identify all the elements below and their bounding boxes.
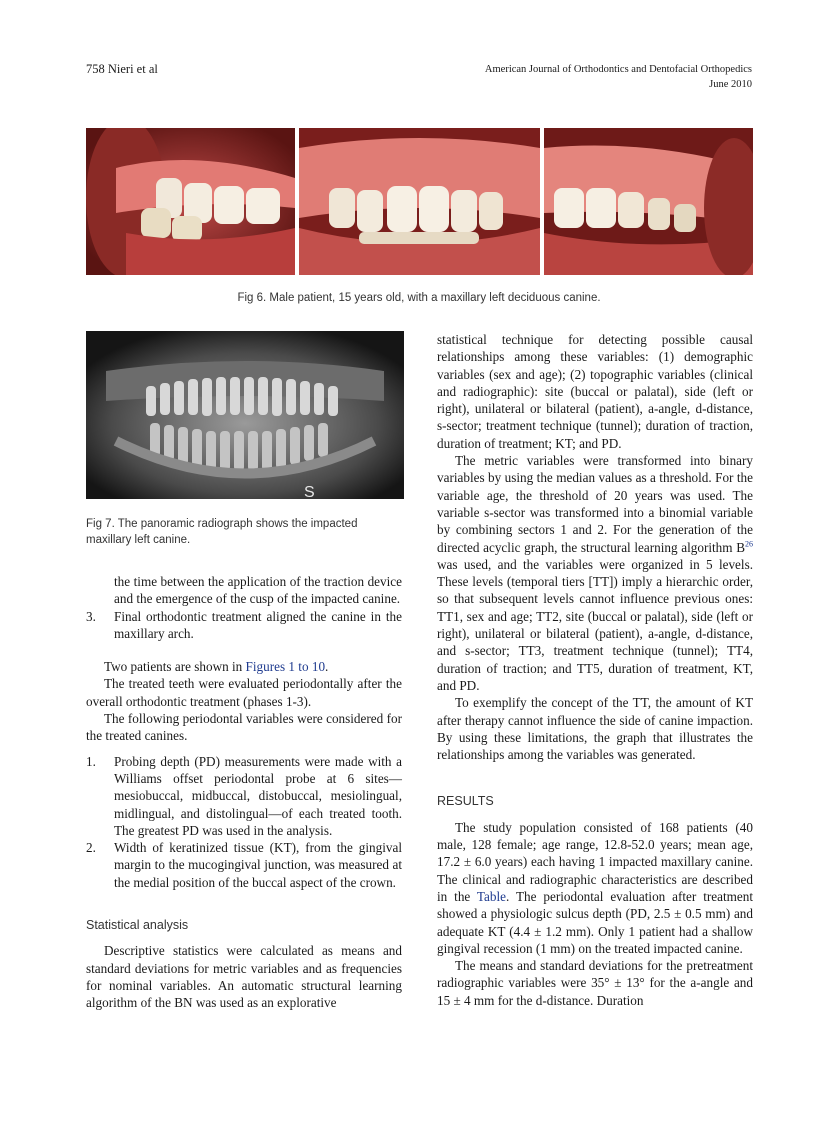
list-item-2 (86, 839, 402, 891)
journal-title: American Journal of Orthodontics and Dentofacial Orthopedics (484, 64, 752, 75)
paragraph-text: Two patients are shown in (104, 659, 246, 675)
left-column (86, 573, 402, 1012)
fig6-photo-left-lateral (544, 128, 753, 275)
paragraph-metric-variables (437, 452, 753, 694)
list-item-3 (86, 608, 402, 643)
paragraph-text: The study population consisted of 168 patients (40 male, 128 female; age range, 12.8-52.0 years; mean age, 17.2 ± 6.0 years) each having 1 impacted maxillary canine. The clinical and radiographic characteristics are described in the (437, 819, 753, 904)
paragraph-variables: The following periodontal variables were considered for the treated canines. (86, 711, 402, 744)
issue-date: June 2010 (709, 79, 752, 90)
fig7-caption: Fig 7. The panoramic radiograph shows the impacted maxillary left canine. (86, 518, 358, 546)
paragraph-means: The means and standard deviations for the pretreatment radiographic variables were 35° ± 13° for the a-angle and 15 ± 4 mm for the d-distance. Duration (437, 958, 753, 1008)
table-link[interactable]: Table (476, 888, 507, 904)
list-number: 2. (86, 840, 96, 856)
section-heading-statistical-analysis: Statistical analysis (86, 918, 189, 933)
paragraph-statistical-technique: statistical technique for detecting possible causal relationships among these variables: (1) demographic variables (sex and age); (2) topographic variables (clinical and radiographic): site (buccal or palatal), side (left or right), unilateral or bilateral (patient), a-angle, d-distance, s-sector; treatment technique (tunnel); duration of traction, duration of treatment; KT; and PD. (437, 332, 753, 451)
right-column (437, 331, 753, 1009)
paragraph-figures (86, 658, 402, 675)
paragraph-evaluation: The treated teeth were evaluated periodontally after the overall orthodontic treatment (phases 1-3). (86, 676, 402, 709)
fig6-caption: Fig 6. Male patient, 15 years old, with a maxillary left deciduous canine. (237, 292, 601, 304)
list-text: Width of keratinized tissue (KT), from the gingival margin to the mucogingival junction, was measured at the medial position of the buccal aspect of the crown. (114, 840, 402, 890)
paragraph-study-population (437, 819, 753, 957)
list-text: Probing depth (PD) measurements were made with a Williams offset periodontal probe at 6 sites—mesiobuccal, midbuccal, distobuccal, mesiolingual, midlingual, and distolingual—of each treated tooth. The greatest PD was used in the analysis. (114, 753, 402, 838)
radiograph-side-marker: S (304, 484, 315, 499)
list-item-1 (86, 753, 402, 839)
figures-link[interactable]: Figures 1 to 10 (245, 659, 326, 675)
list-number: 1. (86, 753, 96, 769)
running-header-page-author: 758 Nieri et al (86, 62, 158, 76)
list-text: Final orthodontic treatment aligned the canine in the maxillary arch. (114, 608, 402, 641)
paragraph-text: was used, and the variables were organized in 5 levels. These levels (temporal tiers [TT]) imply a hierarchic order, so that subsequent levels cannot influence previous ones: TT1, sex and age; TT2, site (buccal or palatal), side (left or right), unilateral or bilateral (patient), a-angle, d-distance, and s-sector; TT3, treatment technique (tunnel); TT4, duration of traction; and TT5, duration of treatment, KT, and PD. (437, 556, 753, 693)
paragraph-text: . The periodontal evaluation after treatment showed a physiologic sulcus depth (PD, 2.5 ± 0.5 mm) and adequate KT (4.4 ± 1.2 mm). Only 1 patient had a shallow gingival recession (1 mm) on the treated impacted canine. (437, 888, 753, 956)
running-header-journal (485, 62, 752, 92)
reference-link[interactable]: 26 (745, 539, 753, 549)
paragraph-text: . (325, 659, 329, 675)
fig6-photo-frontal (299, 128, 540, 275)
section-heading-results: RESULTS (437, 794, 494, 809)
paragraph-descriptive-statistics: Descriptive statistics were calculated as means and standard deviations for metric variables and as frequencies for nominal variables. An automatic structural learning algorithm of the BN was used as an explorative (86, 943, 402, 1011)
fig6-photo-right-lateral (86, 128, 295, 275)
list-number: 3. (86, 608, 96, 624)
fig7-panoramic-radiograph (86, 331, 404, 499)
paragraph-text: The metric variables were transformed into binary variables by using the median values as a threshold. For the variable age, the threshold of 20 years was used. The variable s-sector was transformed into a binomial variable by combining sectors 1 and 2. For the generation of the directed acyclic graph, the structural learning algorithm B (437, 453, 753, 555)
paragraph-temporal-tiers: To exemplify the concept of the TT, the amount of KT after therapy cannot influence the side of canine impaction. By using these limitations, the graph that illustrates the relationships among the variables was generated. (437, 695, 753, 763)
list-item-continuation: the time between the application of the traction device and the emergence of the cusp of the impacted canine. (114, 574, 402, 607)
